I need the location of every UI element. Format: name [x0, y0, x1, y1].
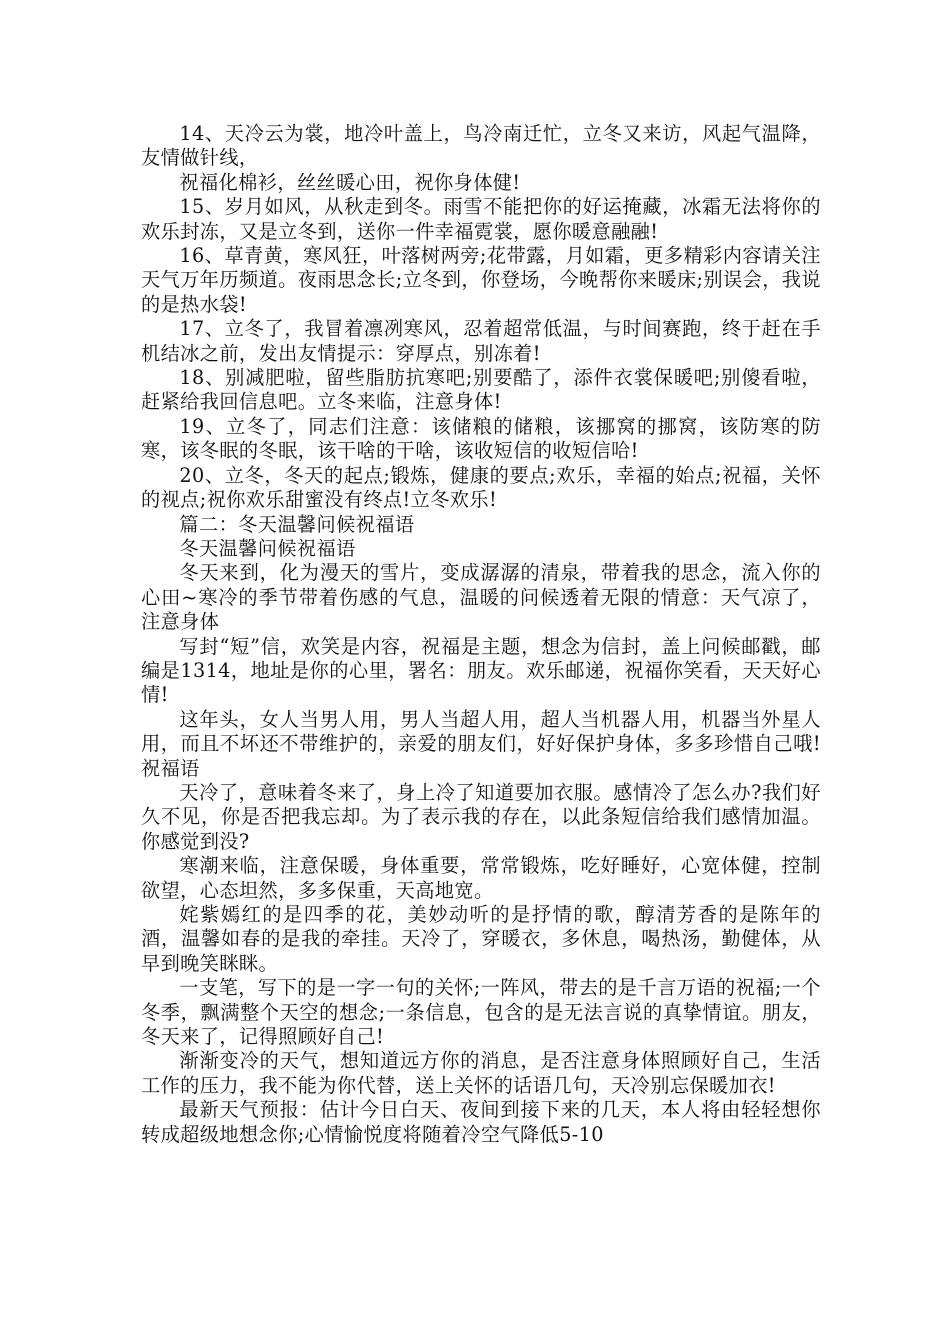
paragraph-getting-colder: 渐渐变冷的天气，想知道远方你的消息，是否注意身体照顾好自己，生活工作的压力，我不能为你代替，送上关怀的话语几句，天冷别忘保暖加衣!: [141, 1049, 821, 1097]
paragraph-16: 16、草青黄，寒风狂，叶落树两旁;花带露，月如霜，更多精彩内容请关注天气万年历频道。夜雨思念长;立冬到，你登场，今晚帮你来暖床;别误会，我说的是热水袋!: [141, 244, 821, 316]
paragraph-19: 19、立冬了，同志们注意：该储粮的储粮，该挪窝的挪窝，该防寒的防寒，该冬眠的冬眠，该干啥的干啥，该收短信的收短信哈!: [141, 414, 821, 463]
paragraph-cold-wave: 寒潮来临，注意保暖，身体重要，常常锻炼，吃好睡好，心宽体健，控制欲望，心态坦然，多多保重，天高地宽。: [141, 854, 821, 902]
paragraph-short-letter: 写封“短”信，欢笑是内容，祝福是主题，想念为信封，盖上问候邮戳，邮编是1314，地址是你的心里，署名：朋友。欢乐邮递，祝福你笑看，天天好心情!: [141, 634, 821, 707]
document-page: [141, 122, 821, 1147]
section-title: 冬天温馨问候祝福语: [179, 536, 356, 560]
paragraph-18: 18、别减肥啦，留些脂肪抗寒吧;别要酷了，添件衣裳保暖吧;别傻看啦，赶紧给我回信息吧。立冬来临，注意身体!: [141, 366, 821, 414]
paragraph-17: 17、立冬了，我冒着凛冽寒风，忍着超常低温，与时间赛跑，终于赶在手机结冰之前，发出友情提示：穿厚点，别冻着!: [141, 317, 821, 365]
section-heading: 篇二：冬天温馨问候祝福语: [179, 512, 415, 536]
paragraph-weather-forecast: 最新天气预报：估计今日白天、夜间到接下来的几天，本人将由轻轻想你转成超级地想念你;心情愉悦度将随着冷空气降低5-10: [141, 1098, 821, 1146]
paragraph-winter-arrives: 冬天来到，化为漫天的雪片，变成潺潺的清泉，带着我的思念，流入你的心田~寒冷的季节带着伤感的气息，温暖的问候透着无限的情意：天气凉了，注意身体: [141, 561, 821, 634]
paragraph-these-days: 这年头，女人当男人用，男人当超人用，超人当机器人用，机器当外星人用，而且不坏还不带维护的，亲爱的朋友们，好好保护身体，多多珍惜自己哦!祝福语: [141, 707, 821, 780]
paragraph-15: 15、岁月如风，从秋走到冬。雨雪不能把你的好运掩藏，冰霜无法将你的欢乐封冻，又是立冬到，送你一件幸福霓裳，愿你暖意融融!: [141, 195, 821, 243]
paragraph-20: 20、立冬，冬天的起点;锻炼，健康的要点;欢乐，幸福的始点;祝福，关怀的视点;祝你欢乐甜蜜没有终点!立冬欢乐!: [141, 463, 821, 512]
paragraph-cold-weather: 天冷了，意味着冬来了，身上冷了知道要加衣服。感情冷了怎么办?我们好久不见，你是否把我忘却。为了表示我的存在，以此条短信给我们感情加温。你感觉到没?: [141, 780, 821, 853]
paragraph-one-pen: 一支笔，写下的是一字一句的关怀;一阵风，带去的是千言万语的祝福;一个冬季，飘满整个天空的想念;一条信息，包含的是无法言说的真挚情谊。朋友，冬天来了，记得照顾好自己!: [141, 976, 821, 1049]
paragraph-14-continued: 祝福化棉衫，丝丝暖心田，祝你身体健!: [179, 170, 521, 194]
paragraph-four-seasons: 姹紫嫣红的是四季的花，美妙动听的是抒情的歌，醇清芳香的是陈年的酒，温馨如春的是我的牵挂。天冷了，穿暖衣，多休息，喝热汤，勤健体，从早到晚笑眯眯。: [141, 903, 821, 975]
paragraph-14: 14、天冷云为裳，地冷叶盖上，鸟冷南迁忙，立冬又来访，风起气温降，友情做针线，: [141, 122, 821, 170]
